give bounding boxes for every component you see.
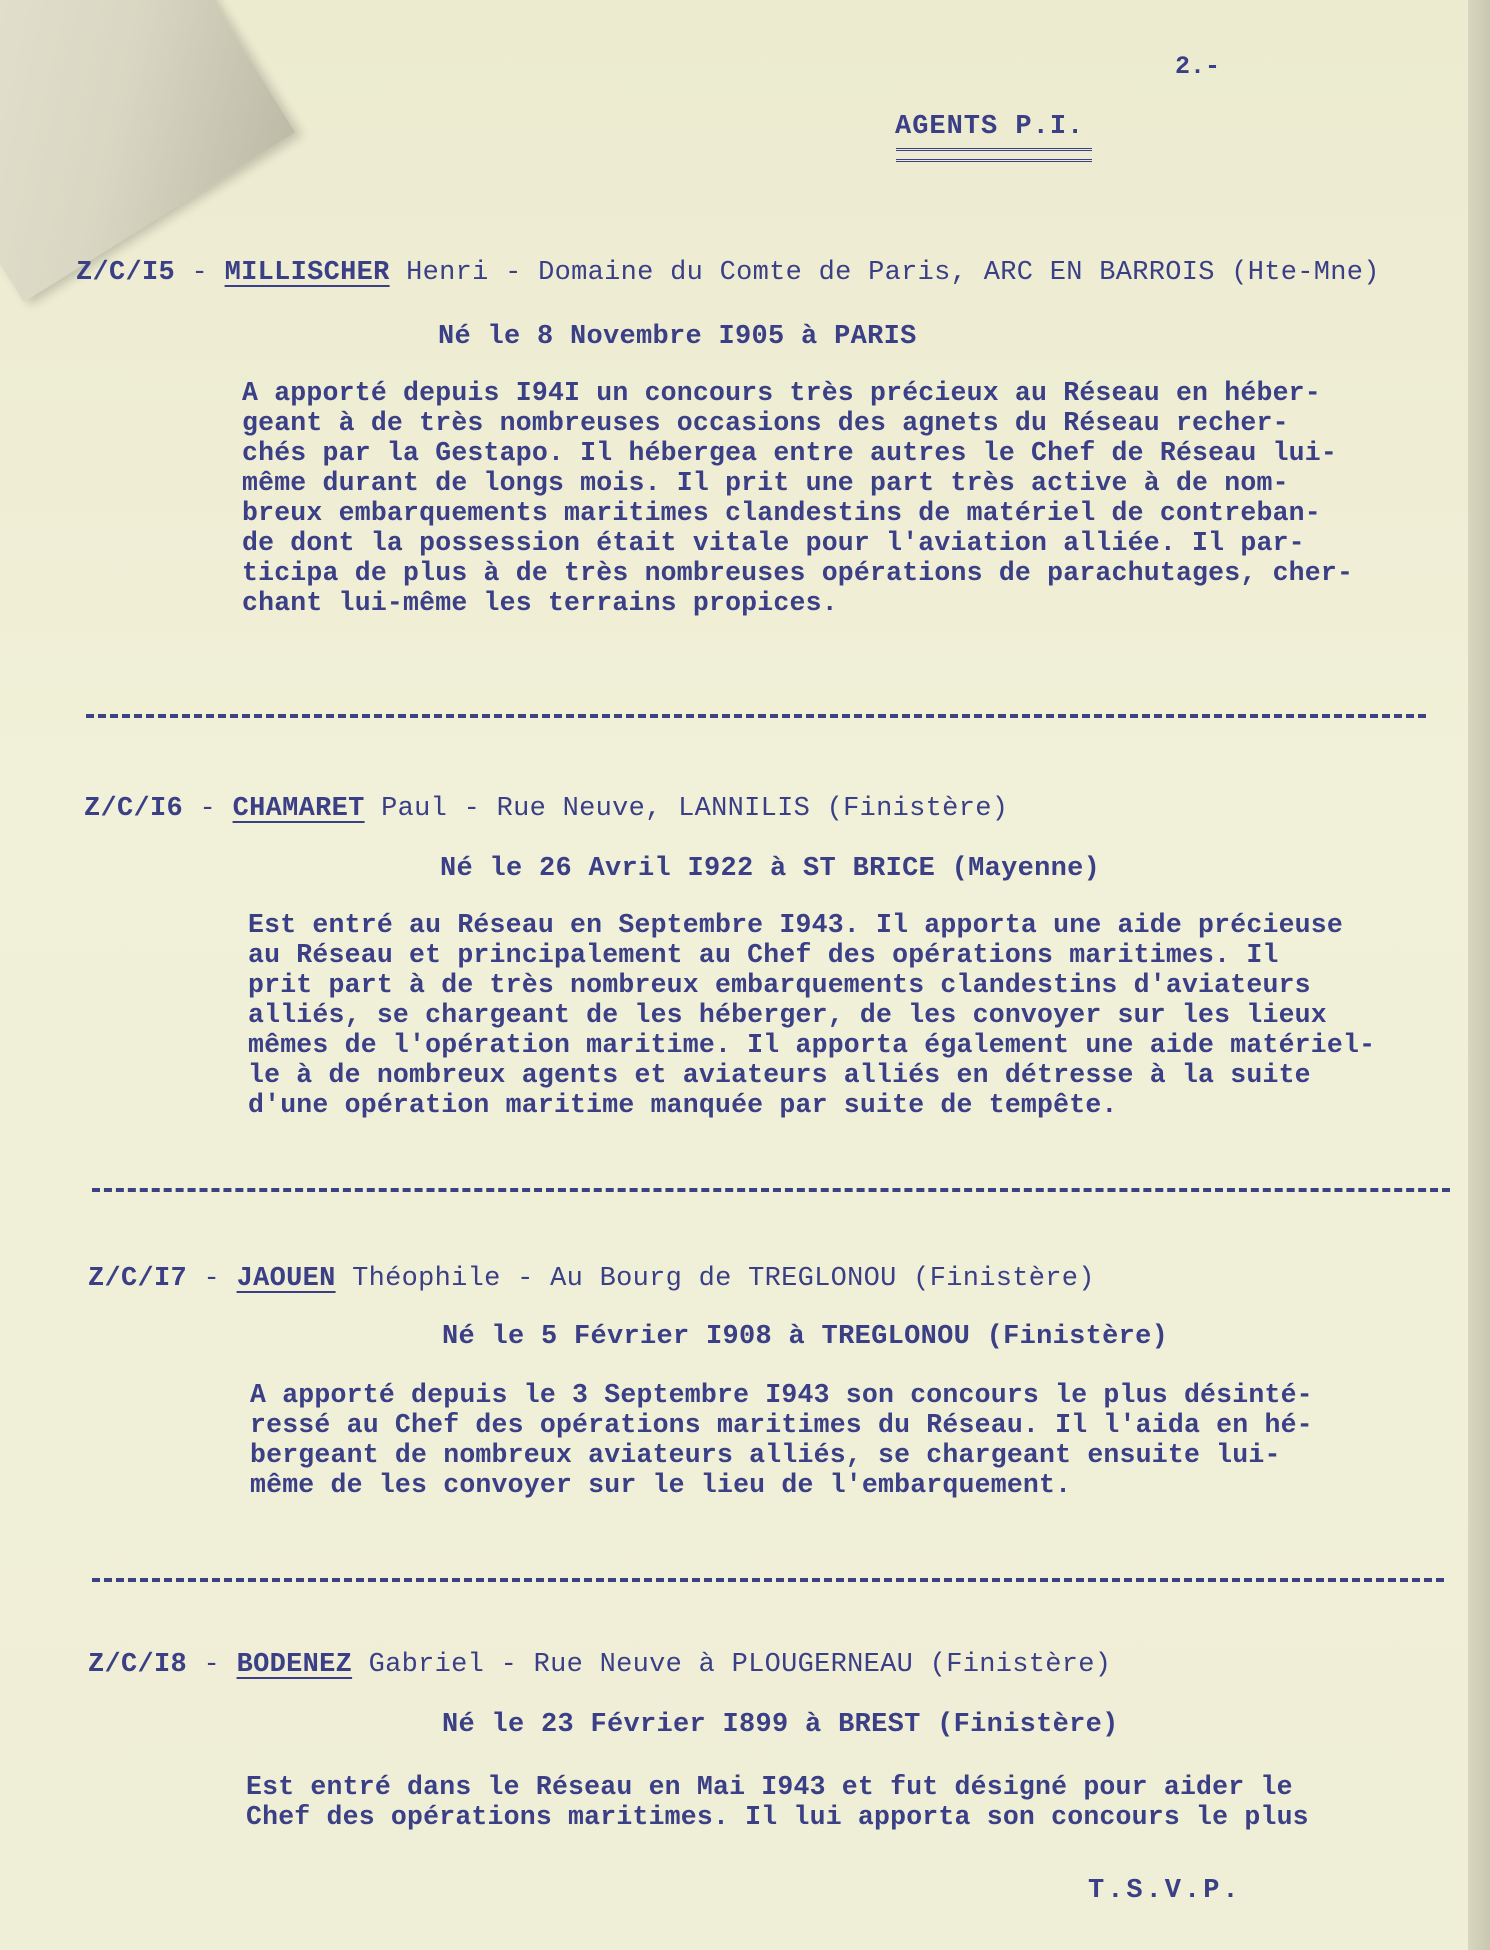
entry-paragraph: A apporté depuis le 3 Septembre I943 son concours le plus désinté- ressé au Chef des opérations maritimes du Réseau. Il l'aida en hé- bergeant de nombreux aviateurs alliés, se chargeant ensuite lui- même de les convoyer sur le lieu de l'embarquement.: [250, 1380, 1313, 1500]
agent-surname: MILLISCHER: [224, 258, 390, 288]
agent-surname: BODENEZ: [236, 1650, 353, 1680]
agent-details: Henri - Domaine du Comte de Paris, ARC EN BARROIS (Hte-Mne): [389, 258, 1380, 288]
entry-header: Z/C/I6 - CHAMARET Paul - Rue Neuve, LANNILIS (Finistère): [84, 794, 1009, 824]
agent-details: Gabriel - Rue Neuve à PLOUGERNEAU (Finistère): [352, 1650, 1112, 1680]
birth-line: Né le 5 Février I908 à TREGLONOU (Finistère): [442, 1322, 1169, 1352]
agent-code: Z/C/I8: [88, 1650, 188, 1680]
entry-paragraph: A apporté depuis I94I un concours très précieux au Réseau en héber- geant à de très nombreuses occasions des agnets du Réseau recher- chés par la Gestapo. Il hébergea entre autres le Chef de Réseau lui- même durant de longs mois. Il prit une part très active à de nom- breux embarquements maritimes clandestins de matériel de contreban- de dont la possession était vitale pour l'aviation alliée. Il par- ticipa de plus à de très nombreuses opérations de parachutages, cher- chant lui-même les terrains propices.: [242, 378, 1354, 618]
birth-line: Né le 26 Avril I922 à ST BRICE (Mayenne): [440, 854, 1101, 884]
agent-details: Paul - Rue Neuve, LANNILIS (Finistère): [364, 794, 1009, 824]
agent-surname: CHAMARET: [232, 794, 365, 824]
section-divider: [86, 714, 1426, 718]
agent-code: Z/C/I6: [84, 794, 184, 824]
curled-sheet: [0, 0, 295, 302]
page-edge: [1468, 0, 1490, 1950]
agent-code: Z/C/I7: [88, 1264, 188, 1294]
section-divider: [92, 1578, 1444, 1582]
entry-header: Z/C/I5 - MILLISCHER Henri - Domaine du Comte de Paris, ARC EN BARROIS (Hte-Mne): [76, 258, 1380, 288]
entry-paragraph: Est entré au Réseau en Septembre I943. Il apporta une aide précieuse au Réseau et principalement au Chef des opérations maritimes. Il prit part à de très nombreux embarquements clandestins d'aviateurs alliés, se chargeant de les héberger, de les convoyer sur les lieux mêmes de l'opération maritime. Il apporta également une aide matériel- le à de nombreux agents et aviateurs alliés en détresse à la suite d'une opération maritime manquée par suite de tempête.: [248, 910, 1376, 1120]
entry-header: Z/C/I7 - JAOUEN Théophile - Au Bourg de TREGLONOU (Finistère): [88, 1264, 1095, 1294]
title-double-underline: [896, 148, 1092, 162]
page-title: AGENTS P.I.: [895, 112, 1085, 142]
birth-line: Né le 23 Février I899 à BREST (Finistère): [442, 1710, 1119, 1740]
section-divider: [92, 1188, 1450, 1192]
agent-details: Théophile - Au Bourg de TREGLONOU (Finistère): [335, 1264, 1095, 1294]
page-number: 2.-: [1175, 52, 1221, 81]
agent-code: Z/C/I5: [76, 258, 176, 288]
entry-header: Z/C/I8 - BODENEZ Gabriel - Rue Neuve à PLOUGERNEAU (Finistère): [88, 1650, 1112, 1680]
agent-surname: JAOUEN: [236, 1264, 336, 1294]
entry-paragraph: Est entré dans le Réseau en Mai I943 et fut désigné pour aider le Chef des opérations maritimes. Il lui apporta son concours le plus: [246, 1772, 1309, 1832]
birth-line: Né le 8 Novembre I905 à PARIS: [438, 322, 917, 352]
continued-note: T.S.V.P.: [1088, 1876, 1242, 1906]
